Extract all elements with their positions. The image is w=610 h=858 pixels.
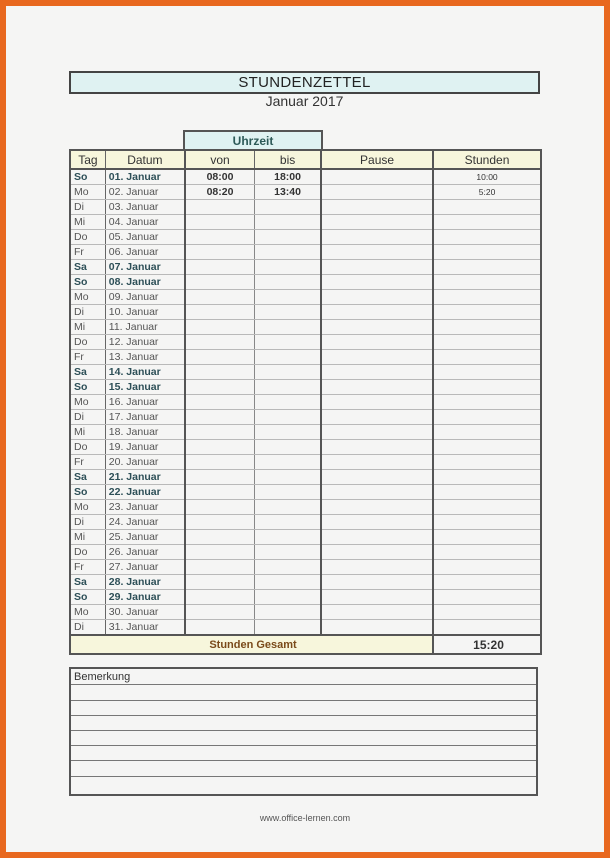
cell-von[interactable] (185, 335, 255, 350)
cell-stunden[interactable] (433, 545, 540, 560)
table-row (71, 575, 540, 590)
cell-bis[interactable] (255, 350, 322, 365)
table-row (71, 305, 540, 320)
cell-datum: 14. Januar (105, 365, 185, 380)
cell-datum: 29. Januar (105, 590, 185, 605)
cell-von[interactable] (185, 275, 255, 290)
cell-bis[interactable] (255, 545, 322, 560)
cell-bis[interactable] (255, 590, 322, 605)
cell-datum: 21. Januar (105, 470, 185, 485)
cell-stunden[interactable] (433, 200, 540, 215)
cell-von[interactable] (185, 515, 255, 530)
cell-von[interactable] (185, 455, 255, 470)
cell-datum: 03. Januar (105, 200, 185, 215)
cell-von[interactable] (185, 380, 255, 395)
cell-von[interactable] (185, 305, 255, 320)
cell-tag: Fr (71, 560, 105, 575)
cell-bis[interactable] (255, 275, 322, 290)
cell-tag: So (71, 380, 105, 395)
cell-stunden[interactable] (433, 275, 540, 290)
timesheet-page (6, 6, 604, 852)
cell-pause[interactable] (321, 245, 433, 260)
cell-bis[interactable] (255, 530, 322, 545)
cell-datum: 26. Januar (105, 545, 185, 560)
cell-bis[interactable] (255, 290, 322, 305)
table-row (71, 470, 540, 485)
cell-datum: 16. Januar (105, 395, 185, 410)
cell-tag: Di (71, 305, 105, 320)
cell-pause[interactable] (321, 230, 433, 245)
table-row (71, 169, 540, 185)
cell-stunden[interactable] (433, 365, 540, 380)
remarks-line (71, 760, 536, 761)
cell-von[interactable] (185, 590, 255, 605)
cell-stunden[interactable] (433, 560, 540, 575)
cell-datum: 18. Januar (105, 425, 185, 440)
cell-pause[interactable] (321, 620, 433, 636)
cell-stunden[interactable] (433, 350, 540, 365)
cell-stunden[interactable] (433, 605, 540, 620)
cell-tag: So (71, 169, 105, 185)
cell-pause[interactable] (321, 455, 433, 470)
cell-stunden[interactable] (433, 440, 540, 455)
cell-tag: Mi (71, 530, 105, 545)
table-row (71, 620, 540, 636)
cell-tag: So (71, 485, 105, 500)
cell-tag: Fr (71, 245, 105, 260)
cell-stunden[interactable] (433, 260, 540, 275)
month-subtitle: Januar 2017 (265, 93, 344, 109)
cell-stunden[interactable] (433, 470, 540, 485)
cell-tag: Mo (71, 605, 105, 620)
cell-stunden[interactable] (433, 515, 540, 530)
cell-tag: Di (71, 620, 105, 636)
cell-tag: Sa (71, 470, 105, 485)
cell-pause[interactable] (321, 275, 433, 290)
cell-datum: 08. Januar (105, 275, 185, 290)
cell-stunden[interactable] (433, 320, 540, 335)
table-row (71, 605, 540, 620)
cell-von[interactable]: 08:00 (185, 169, 255, 185)
cell-bis[interactable] (255, 365, 322, 380)
cell-tag: Fr (71, 350, 105, 365)
remarks-line (71, 776, 536, 777)
cell-tag: Mo (71, 185, 105, 200)
cell-pause[interactable] (321, 290, 433, 305)
cell-von[interactable] (185, 500, 255, 515)
cell-pause[interactable] (321, 169, 433, 185)
cell-bis[interactable]: 18:00 (255, 169, 322, 185)
cell-pause[interactable] (321, 425, 433, 440)
cell-pause[interactable] (321, 185, 433, 200)
cell-tag: Mo (71, 395, 105, 410)
cell-stunden[interactable] (433, 410, 540, 425)
cell-bis[interactable] (255, 200, 322, 215)
cell-tag: So (71, 590, 105, 605)
cell-datum: 05. Januar (105, 230, 185, 245)
cell-tag: Mi (71, 425, 105, 440)
table-row (71, 395, 540, 410)
cell-tag: Di (71, 515, 105, 530)
cell-pause[interactable] (321, 470, 433, 485)
cell-bis[interactable] (255, 395, 322, 410)
cell-stunden[interactable] (433, 455, 540, 470)
cell-tag: Mo (71, 500, 105, 515)
col-header-pause: Pause (321, 151, 433, 169)
cell-pause[interactable] (321, 410, 433, 425)
cell-datum: 15. Januar (105, 380, 185, 395)
cell-von[interactable] (185, 350, 255, 365)
cell-datum: 28. Januar (105, 575, 185, 590)
cell-datum: 19. Januar (105, 440, 185, 455)
document-title: STUNDENZETTEL (69, 71, 540, 94)
cell-pause[interactable] (321, 215, 433, 230)
header-row (71, 151, 540, 169)
cell-von[interactable]: 08:20 (185, 185, 255, 200)
col-header-von: von (185, 151, 255, 169)
cell-von[interactable] (185, 215, 255, 230)
cell-pause[interactable] (321, 575, 433, 590)
cell-bis[interactable] (255, 305, 322, 320)
cell-pause[interactable] (321, 560, 433, 575)
cell-tag: Mi (71, 320, 105, 335)
cell-von[interactable] (185, 410, 255, 425)
cell-datum: 07. Januar (105, 260, 185, 275)
cell-pause[interactable] (321, 545, 433, 560)
cell-datum: 27. Januar (105, 560, 185, 575)
table-row (71, 410, 540, 425)
cell-datum: 17. Januar (105, 410, 185, 425)
cell-stunden[interactable]: 10:00 (433, 169, 540, 185)
cell-tag: Do (71, 335, 105, 350)
cell-bis[interactable] (255, 560, 322, 575)
cell-stunden[interactable] (433, 230, 540, 245)
table-row (71, 245, 540, 260)
cell-datum: 22. Januar (105, 485, 185, 500)
cell-bis[interactable]: 13:40 (255, 185, 322, 200)
cell-stunden[interactable] (433, 380, 540, 395)
cell-pause[interactable] (321, 335, 433, 350)
cell-von[interactable] (185, 560, 255, 575)
cell-stunden[interactable] (433, 245, 540, 260)
cell-pause[interactable] (321, 320, 433, 335)
remarks-line (71, 715, 536, 716)
cell-datum: 10. Januar (105, 305, 185, 320)
table-row (71, 425, 540, 440)
cell-tag: Sa (71, 575, 105, 590)
cell-bis[interactable] (255, 500, 322, 515)
remarks-line (71, 700, 536, 701)
cell-von[interactable] (185, 320, 255, 335)
cell-pause[interactable] (321, 260, 433, 275)
table-row (71, 365, 540, 380)
cell-pause[interactable] (321, 530, 433, 545)
cell-von[interactable] (185, 200, 255, 215)
cell-stunden[interactable] (433, 530, 540, 545)
cell-stunden[interactable] (433, 590, 540, 605)
cell-datum: 25. Januar (105, 530, 185, 545)
cell-pause[interactable] (321, 350, 433, 365)
cell-datum: 30. Januar (105, 605, 185, 620)
col-header-stunden: Stunden (433, 151, 540, 169)
table-row (71, 545, 540, 560)
cell-von[interactable] (185, 440, 255, 455)
cell-datum: 04. Januar (105, 215, 185, 230)
cell-pause[interactable] (321, 590, 433, 605)
col-header-bis: bis (255, 151, 322, 169)
cell-pause[interactable] (321, 605, 433, 620)
cell-tag: Do (71, 230, 105, 245)
cell-pause[interactable] (321, 485, 433, 500)
cell-stunden[interactable] (433, 500, 540, 515)
table-row (71, 350, 540, 365)
cell-bis[interactable] (255, 485, 322, 500)
cell-pause[interactable] (321, 515, 433, 530)
cell-tag: Fr (71, 455, 105, 470)
cell-stunden[interactable] (433, 425, 540, 440)
timesheet-table (69, 149, 542, 655)
col-header-datum: Datum (105, 151, 185, 169)
cell-bis[interactable] (255, 575, 322, 590)
table-row (71, 560, 540, 575)
table-row (71, 215, 540, 230)
col-header-tag: Tag (71, 151, 105, 169)
cell-bis[interactable] (255, 470, 322, 485)
remarks-label: Bemerkung (74, 671, 131, 683)
cell-datum: 23. Januar (105, 500, 185, 515)
cell-tag: Do (71, 440, 105, 455)
cell-von[interactable] (185, 530, 255, 545)
remarks-line (71, 745, 536, 746)
table-row (71, 200, 540, 215)
table-row (71, 275, 540, 290)
cell-stunden[interactable] (433, 575, 540, 590)
cell-datum: 01. Januar (105, 169, 185, 185)
cell-tag: Di (71, 410, 105, 425)
cell-datum: 31. Januar (105, 620, 185, 636)
table-row (71, 530, 540, 545)
cell-bis[interactable] (255, 410, 322, 425)
uhrzeit-header: Uhrzeit (183, 130, 323, 152)
cell-stunden[interactable]: 5:20 (433, 185, 540, 200)
total-label: Stunden Gesamt (71, 635, 433, 653)
cell-pause[interactable] (321, 200, 433, 215)
cell-bis[interactable] (255, 425, 322, 440)
cell-stunden[interactable] (433, 335, 540, 350)
cell-bis[interactable] (255, 440, 322, 455)
cell-pause[interactable] (321, 500, 433, 515)
cell-stunden[interactable] (433, 485, 540, 500)
cell-bis[interactable] (255, 380, 322, 395)
total-row (71, 635, 540, 653)
remarks-box[interactable] (69, 667, 538, 796)
cell-bis[interactable] (255, 245, 322, 260)
cell-pause[interactable] (321, 395, 433, 410)
cell-bis[interactable] (255, 605, 322, 620)
table-row (71, 515, 540, 530)
cell-von[interactable] (185, 245, 255, 260)
cell-pause[interactable] (321, 440, 433, 455)
table-row (71, 335, 540, 350)
cell-von[interactable] (185, 365, 255, 380)
cell-von[interactable] (185, 575, 255, 590)
cell-stunden[interactable] (433, 215, 540, 230)
cell-stunden[interactable] (433, 620, 540, 636)
table-row (71, 260, 540, 275)
cell-von[interactable] (185, 545, 255, 560)
cell-datum: 11. Januar (105, 320, 185, 335)
cell-von[interactable] (185, 260, 255, 275)
cell-von[interactable] (185, 470, 255, 485)
cell-bis[interactable] (255, 515, 322, 530)
cell-tag: Sa (71, 260, 105, 275)
table-row (71, 380, 540, 395)
table-row (71, 590, 540, 605)
cell-von[interactable] (185, 395, 255, 410)
remarks-line (71, 684, 536, 685)
cell-von[interactable] (185, 290, 255, 305)
cell-datum: 09. Januar (105, 290, 185, 305)
cell-pause[interactable] (321, 365, 433, 380)
cell-bis[interactable] (255, 230, 322, 245)
cell-bis[interactable] (255, 320, 322, 335)
cell-bis[interactable] (255, 620, 322, 636)
cell-von[interactable] (185, 605, 255, 620)
table-row (71, 440, 540, 455)
cell-pause[interactable] (321, 305, 433, 320)
cell-stunden[interactable] (433, 305, 540, 320)
table-row (71, 320, 540, 335)
cell-tag: Mo (71, 290, 105, 305)
cell-bis[interactable] (255, 260, 322, 275)
cell-von[interactable] (185, 230, 255, 245)
cell-von[interactable] (185, 620, 255, 636)
cell-datum: 02. Januar (105, 185, 185, 200)
cell-von[interactable] (185, 425, 255, 440)
remarks-line (71, 730, 536, 731)
table-row (71, 455, 540, 470)
cell-tag: Do (71, 545, 105, 560)
table-row (71, 290, 540, 305)
cell-stunden[interactable] (433, 395, 540, 410)
cell-tag: So (71, 275, 105, 290)
cell-datum: 06. Januar (105, 245, 185, 260)
table-row (71, 485, 540, 500)
cell-datum: 20. Januar (105, 455, 185, 470)
cell-tag: Mi (71, 215, 105, 230)
cell-datum: 13. Januar (105, 350, 185, 365)
cell-datum: 12. Januar (105, 335, 185, 350)
table-row (71, 185, 540, 200)
table-row (71, 230, 540, 245)
cell-tag: Sa (71, 365, 105, 380)
cell-bis[interactable] (255, 335, 322, 350)
cell-bis[interactable] (255, 215, 322, 230)
cell-stunden[interactable] (433, 290, 540, 305)
cell-von[interactable] (185, 485, 255, 500)
total-value[interactable]: 15:20 (433, 635, 540, 653)
cell-datum: 24. Januar (105, 515, 185, 530)
table-row (71, 500, 540, 515)
cell-tag: Di (71, 200, 105, 215)
footer-url: www.office-lernen.com (259, 813, 351, 823)
cell-bis[interactable] (255, 455, 322, 470)
cell-pause[interactable] (321, 380, 433, 395)
